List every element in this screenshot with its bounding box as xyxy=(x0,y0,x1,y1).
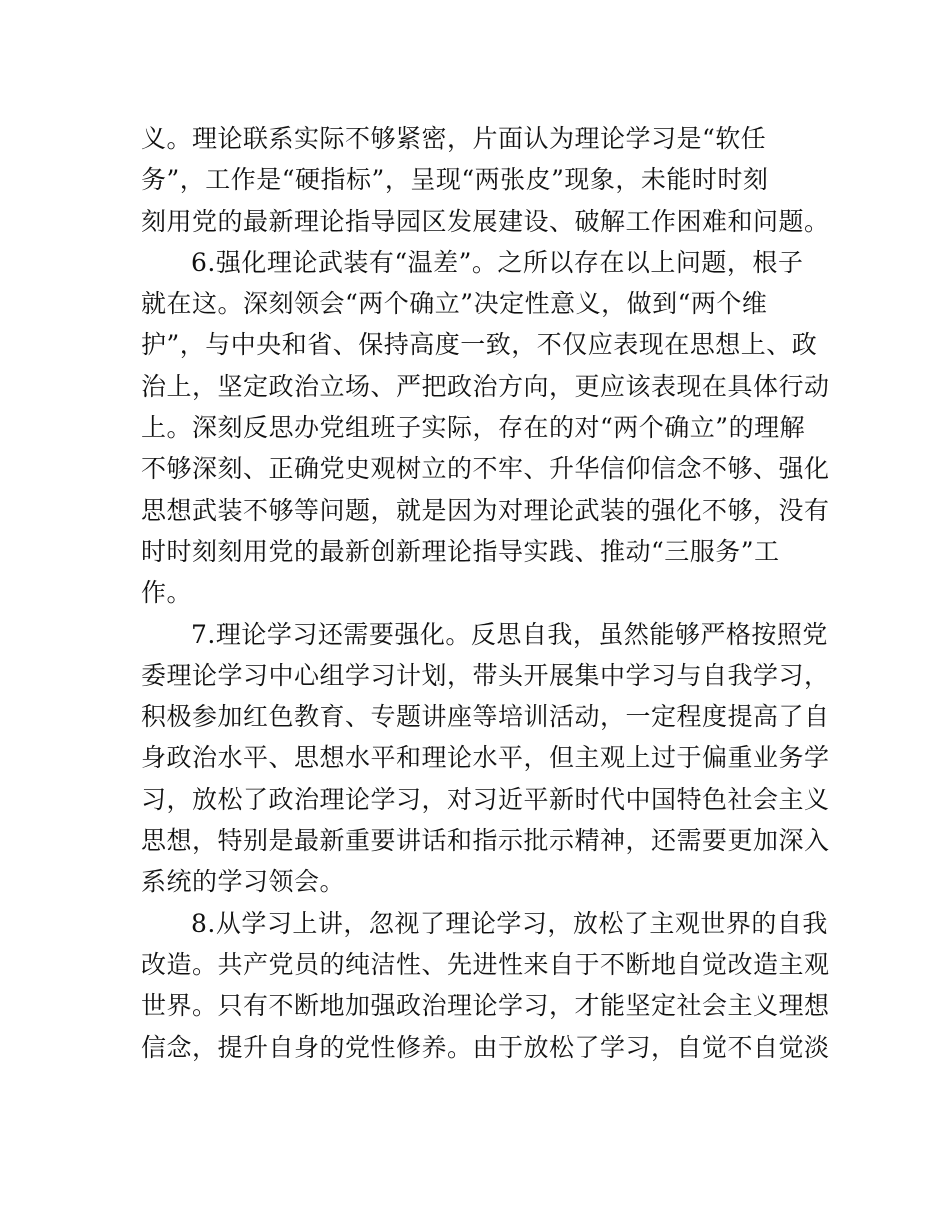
text-line: 治上，坚定政治立场、严把政治方向，更应该表现在具体行动 xyxy=(141,371,830,401)
paragraph-8-start: 8.从学习上讲，忽视了理论学习，放松了主观世界的自我 xyxy=(191,908,828,938)
text-line: 上。深刻反思办党组班子实际，存在的对“两个确立”的理解 xyxy=(141,413,806,443)
text-line: 作。 xyxy=(141,578,193,608)
text-line: 护”，与中央和省、保持高度一致，不仅应表现在思想上、政 xyxy=(141,330,818,360)
text-line: 信念，提升自身的党性修养。由于放松了学习，自觉不自觉淡 xyxy=(141,1032,830,1062)
text-line: 改造。共产党员的纯洁性、先进性来自于不断地自觉改造主观 xyxy=(141,949,830,979)
text-line: 思想武装不够等问题，就是因为对理论武装的强化不够，没有 xyxy=(141,495,830,525)
text-line: 系统的学习领会。 xyxy=(141,867,346,897)
text-line: 时时刻刻用党的最新创新理论指导实践、推动“三服务”工 xyxy=(141,536,780,566)
text-line: 就在这。深刻领会“两个确立”决定性意义，做到“两个维 xyxy=(141,289,768,319)
text-line: 义。理论联系实际不够紧密，片面认为理论学习是“软任 xyxy=(141,124,767,153)
paragraph-7-start: 7.理论学习还需要强化。反思自我，虽然能够严格按照党 xyxy=(191,619,828,649)
paragraph-6-start: 6.强化理论武装有“温差”。之所以存在以上问题，根子 xyxy=(191,247,804,277)
text-line: 不够深刻、正确党史观树立的不牢、升华信仰信念不够、强化 xyxy=(141,454,830,484)
document-body xyxy=(141,118,830,1068)
text-line: 委理论学习中心组学习计划，带头开展集中学习与自我学习， xyxy=(141,660,830,690)
text-line: 习，放松了政治理论学习，对习近平新时代中国特色社会主义 xyxy=(141,784,830,814)
text-line: 身政治水平、思想水平和理论水平，但主观上过于偏重业务学 xyxy=(141,743,830,773)
text-line: 刻用党的最新理论指导园区发展建设、破解工作困难和问题。 xyxy=(141,206,830,236)
text-line: 思想，特别是最新重要讲话和指示批示精神，还需要更加深入 xyxy=(141,826,830,856)
text-line: 积极参加红色教育、专题讲座等培训活动，一定程度提高了自 xyxy=(141,702,830,732)
text-line: 务”，工作是“硬指标”，呈现“两张皮”现象，未能时时刻 xyxy=(141,165,769,195)
text-line: 世界。只有不断地加强政治理论学习，才能坚定社会主义理想 xyxy=(141,991,830,1021)
